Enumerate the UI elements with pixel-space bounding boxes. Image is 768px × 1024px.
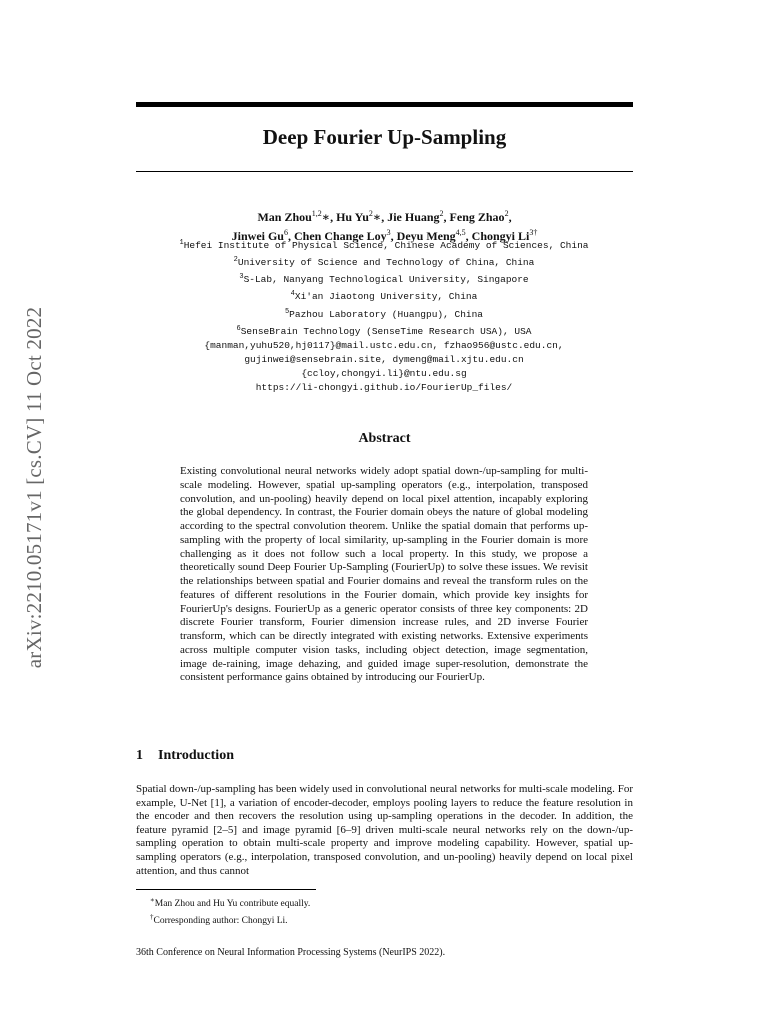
- affiliation-line: [100, 322, 668, 339]
- affiliation-text: S-Lab, Nanyang Technological University, Singapore: [243, 274, 529, 286]
- abstract-heading: Abstract: [358, 431, 411, 446]
- author-affil-mark: 1,2: [311, 209, 322, 218]
- affiliation-line: [100, 305, 668, 322]
- footnote-text: Man Zhou and Hu Yu contribute equally.: [154, 899, 311, 910]
- affiliation-text: University of Science and Technology of China, China: [237, 257, 535, 269]
- section-title: Introduction: [158, 748, 234, 763]
- affiliation-mark: 5: [284, 307, 290, 316]
- author-name: Deyu Meng: [396, 229, 456, 243]
- affiliation-mark: 4: [290, 290, 295, 299]
- footnote: [150, 894, 310, 911]
- affiliation-text: Pazhou Laboratory (Huangpu), China: [289, 308, 484, 320]
- footnote-rule: [136, 889, 316, 890]
- email-line: {ccloy,chongyi.li}@ntu.edu.sg: [301, 367, 467, 379]
- author-separator: ∗,: [372, 210, 388, 224]
- affiliation-line: [100, 236, 668, 253]
- email-line: gujinwei@sensebrain.site, dymeng@mail.xjtu.edu.cn: [244, 353, 524, 365]
- abstract-body: Existing convolutional neural networks widely adopt spatial down-/up-sampling for multi-scale modeling. However, spatial up-sampling operators (e.g., interpolation, transposed convolution, and un-pooling) heavily depend on local pixel attention, incapably exploring the global dependency. In contrast, the Fourier domain obeys the nature of global modeling according to the spectral convolution theorem. Unlike the spatial domain that performs up-sampling with the property of local similarity, up-sampling in the Fourier domain is more challenging as it does not follow such a local property. In this study, we propose a theoretically sound Deep Fourier Up-Sampling (FourierUp) to solve these issues. We revisit the relationships between spatial and Fourier domains and reveal the transform rules on the features of different resolutions in the Fourier domain, which provide key insights for FourierUp's designs. FourierUp as a generic operator consists of three key components: 2D discrete Fourier transform, Fourier dimension increase rules, and 2D inverse Fourier transform, which can be directly integrated with existing networks. Extensive experiments across multiple computer vision tasks, including object detection, image segmentation, image de-raining, image dehazing, and guided image super-resolution, demonstrate the consistent performance gains obtained by introducing our FourierUp.: [180, 465, 588, 684]
- author-affil-mark: 2: [439, 209, 444, 218]
- introduction-body: Spatial down-/up-sampling has been widely used in convolutional neural networks for multi-scale modeling. For example, U-Net [1], a variation of encoder-decoder, employs pooling layers to reduce the feature resolution in the encoder and then recovers the resolution using up-sampling operations in the decoder. In addition, the feature pyramid [2–5] and image pyramid [6–9] driven multi-scale neural networks rely on the down-/up-sampling operation to obtain multi-scale property and improve modeling capability. However, spatial up-sampling operators (e.g., interpolation, transposed convolution, and un-pooling) heavily depend on local pixel attention, and thus cannot: [136, 783, 633, 877]
- affiliation-line: [100, 287, 668, 304]
- affiliation-text: Hefei Institute of Physical Science, Chinese Academy of Sciences, China: [183, 240, 589, 252]
- author-name: Feng Zhao: [449, 210, 505, 224]
- author-name: Jinwei Gu: [231, 229, 284, 243]
- affiliation-line: [100, 270, 668, 287]
- footnote: [150, 911, 310, 928]
- title-top-rule: [136, 102, 633, 107]
- author-affil-mark: 6: [283, 228, 288, 237]
- author-separator: ,: [390, 229, 397, 243]
- author-name: Chen Change Loy: [293, 229, 387, 243]
- author-affil-mark: 3: [386, 228, 391, 237]
- author-name: Jie Huang: [387, 210, 440, 224]
- author-name: Hu Yu: [336, 210, 369, 224]
- venue-note: 36th Conference on Neural Information Processing Systems (NeurIPS 2022).: [136, 947, 446, 958]
- author-separator: ,: [287, 229, 294, 243]
- affiliation-mark: 2: [233, 256, 238, 265]
- title-bottom-rule: [136, 171, 633, 172]
- arxiv-identifier-stamp: [20, 274, 50, 700]
- project-url[interactable]: https://li-chongyi.github.io/FourierUp_files/: [255, 381, 513, 393]
- author-separator: ,: [465, 229, 472, 243]
- author-line-1: [136, 206, 633, 225]
- affiliation-mark: 6: [236, 324, 241, 333]
- affiliation-mark: 3: [239, 273, 244, 282]
- section-heading: [136, 748, 234, 764]
- arxiv-identifier-text: arXiv:2210.05171v1 [cs.CV] 11 Oct 2022: [22, 306, 47, 668]
- affiliation-text: Xi'an Jiaotong University, China: [294, 291, 478, 303]
- author-separator: ,: [443, 210, 450, 224]
- author-name: Man Zhou: [257, 210, 312, 224]
- affiliation-line: [100, 253, 668, 270]
- section-number: 1: [136, 748, 143, 763]
- footnote-mark: †: [150, 913, 154, 922]
- affiliation-text: SenseBrain Technology (SenseTime Research USA), USA: [240, 325, 532, 337]
- footnote-text: Corresponding author: Chongyi Li.: [153, 916, 288, 927]
- footnotes: [150, 894, 310, 928]
- author-name: Chongyi Li: [471, 229, 530, 243]
- author-affil-mark: 4,5: [455, 228, 466, 237]
- author-affil-mark: 3†: [529, 228, 538, 237]
- author-separator: ∗,: [321, 210, 337, 224]
- author-affil-mark: 2: [504, 209, 509, 218]
- email-line: {manman,yuhu520,hj0117}@mail.ustc.edu.cn, fzhao956@ustc.edu.cn,: [204, 339, 564, 351]
- affiliation-block: [100, 236, 668, 395]
- paper-title: Deep Fourier Up-Sampling: [262, 125, 507, 149]
- author-affil-mark: 2: [368, 209, 373, 218]
- footnote-mark: ∗: [150, 896, 155, 904]
- affiliation-mark: 1: [179, 239, 184, 247]
- author-separator: ,: [508, 210, 512, 224]
